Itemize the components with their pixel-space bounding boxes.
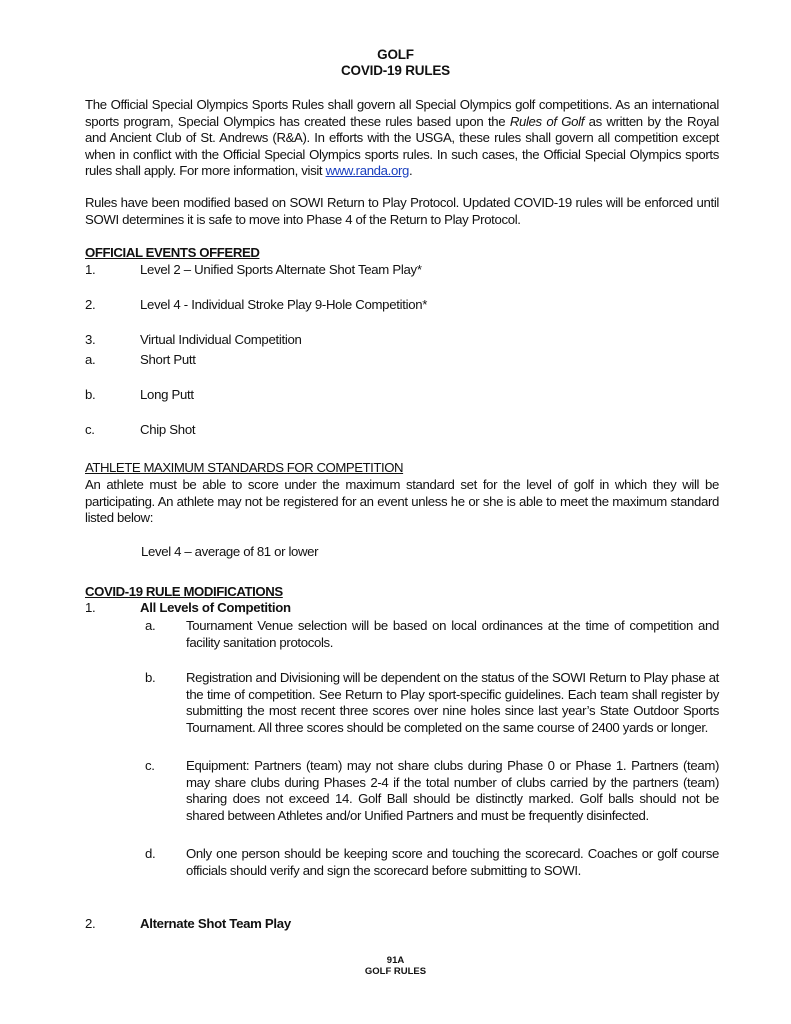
document-title: GOLF (377, 47, 414, 62)
item-text: Only one person should be keeping score and touching the scorecard. Coaches or golf course officials should verify and sign the scorecard before submitting to SOWI. (186, 846, 719, 878)
event-text: Level 4 - Individual Stroke Play 9-Hole Competition* (140, 297, 428, 312)
standards-paragraph: An athlete must be able to score under the maximum standard set for the level of golf in which they will be participating. An athlete may not be registered for an event unless he or she is able to meet the maximum standard listed below: (85, 477, 719, 525)
item-text: Equipment: Partners (team) may not share clubs during Phase 0 or Phase 1. Partners (team) may share clubs during Phases 2-4 if the total number of clubs carried by the partners (team) sharing does not exceed 14. Golf Ball should be distinctly marked. Golf balls should not be shared between Athletes and/or Unified Partners and must be frequently disinfected. (186, 758, 719, 823)
event-number: 3. (85, 332, 96, 347)
event-text: Level 2 – Unified Sports Alternate Shot Team Play* (140, 262, 422, 277)
event-text: Chip Shot (140, 422, 196, 437)
modifications-heading: COVID-19 RULE MODIFICATIONS (85, 584, 283, 599)
intro-text-1: The Official Special Olympics Sports Rules shall govern all Special Olympics golf competitions. As an international sports program, Special Olympics has created these rules based upon the (85, 97, 719, 129)
intro-text-3: . (408, 163, 413, 178)
event-text: Virtual Individual Competition (140, 332, 302, 347)
item-letter: c. (145, 758, 155, 773)
item-text: Registration and Divisioning will be dependent on the status of the SOWI Return to Play phase at the time of competition. See Return to Play sport-specific guidelines. Each team shall register by submitting the most recent three scores over nine holes since last year’s State Outdoor Sports Tournament. All three scores should be completed on the same course of 2400 yards or longer. (186, 670, 719, 735)
page-number: 91A (386, 955, 405, 966)
section-title: All Levels of Competition (140, 600, 291, 615)
footer-label: GOLF RULES (364, 966, 427, 977)
protocol-paragraph: Rules have been modified based on SOWI Return to Play Protocol. Updated COVID-19 rules will be enforced until SOWI determines it is safe to move into Phase 4 of the Return to Play Protocol. (85, 195, 719, 227)
item-letter: a. (145, 618, 156, 633)
section-number: 2. (85, 916, 96, 931)
event-number: 2. (85, 297, 96, 312)
section-title: Alternate Shot Team Play (140, 916, 291, 931)
item-letter: d. (145, 846, 156, 861)
level-standard: Level 4 – average of 81 or lower (141, 544, 319, 559)
event-letter: b. (85, 387, 96, 402)
event-text: Long Putt (140, 387, 194, 402)
rules-of-golf-title: Rules of Golf (509, 113, 585, 129)
event-letter: a. (85, 352, 96, 367)
section-number: 1. (85, 600, 96, 615)
item-text: Tournament Venue selection will be based on local ordinances at the time of competition and facility sanitation protocols. (186, 618, 719, 650)
randa-link[interactable]: www.randa.org (325, 163, 409, 178)
intro-paragraph (85, 97, 719, 180)
intro-text-2: as written by the Royal and Ancient Club of St. Andrews (R&A). In efforts with the USGA, these rules shall govern all competition except when in conflict with the Official Special Olympics sports rules. In such cases, the Official Special Olympics sports rules shall apply. For more information, visit (85, 113, 719, 178)
event-number: 1. (85, 262, 96, 277)
event-text: Short Putt (140, 352, 196, 367)
events-heading: OFFICIAL EVENTS OFFERED (85, 245, 260, 260)
standards-heading: ATHLETE MAXIMUM STANDARDS FOR COMPETITION (85, 460, 404, 475)
document-subtitle: COVID-19 RULES (341, 63, 450, 78)
item-letter: b. (145, 670, 156, 685)
event-letter: c. (85, 422, 95, 437)
